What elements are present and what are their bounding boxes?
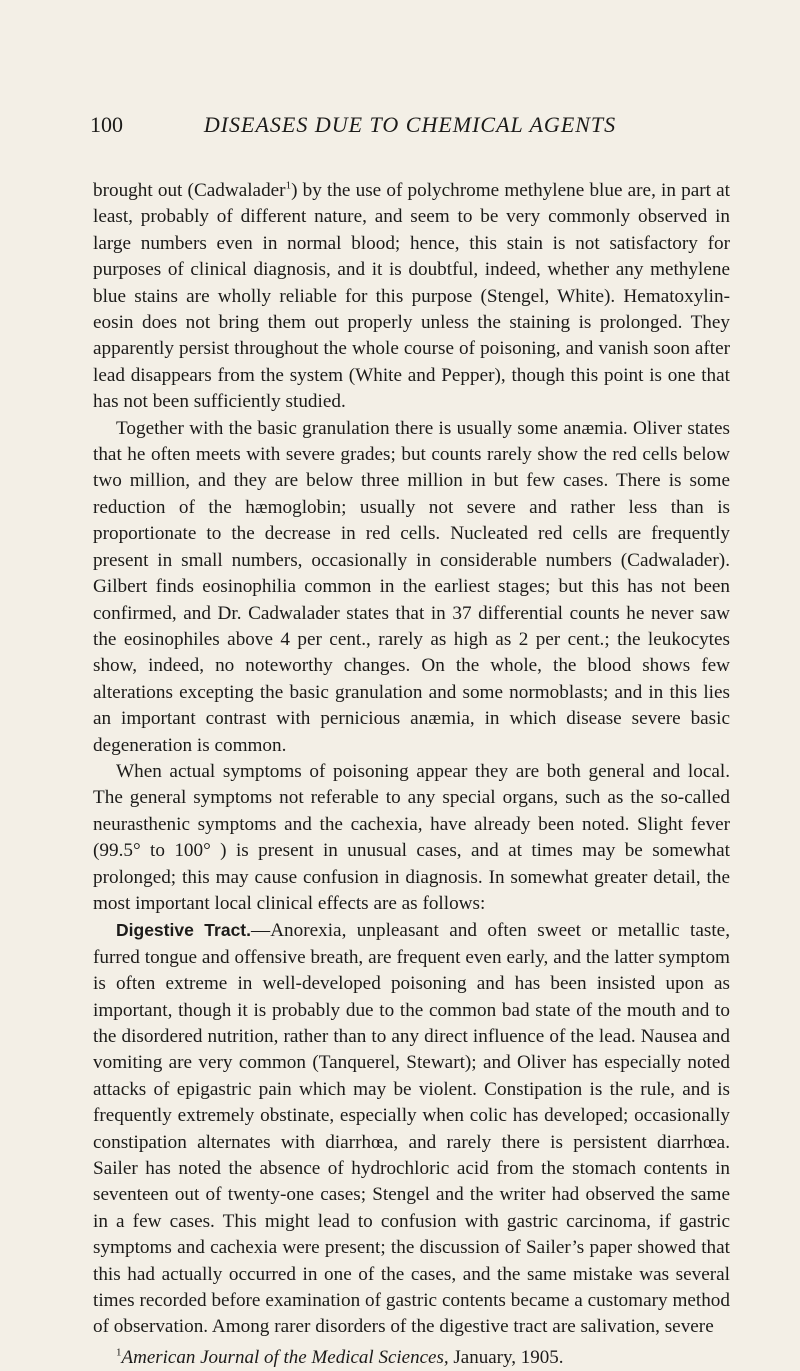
footnote — [93, 1345, 730, 1371]
footnote-marker: 1 — [116, 1346, 122, 1359]
section-heading-digestive-tract: Digestive Tract. — [116, 920, 251, 941]
paragraph-3: When actual symptoms of poisoning appear they are both general and local. The general symptoms not referable to any special organs, such as the so-called neurasthenic symptoms and the cachexia, have already been noted. Slight fever (99.5° to 100° ) is present in unusual cases, and at times may be somewhat prolonged; this may cause confusion in diagnosis. In somewhat greater detail, the most important local clinical effects are as follows: — [93, 760, 730, 914]
paragraph-1-rest: ) by the use of polychrome methylene blue are, in part at least, probably of different nature, and seem to be very commonly observed in large numbers even in normal blood; hence, this stain is not satisfactory for purposes of clinical diagnosis, and it is doubtful, indeed, whether any methylene blue stains are wholly reliable for this purpose (Stengel, White). Hematoxylin-eosin does not bring them out properly unless the staining is prolonged. They apparently persist throughout the whole course of poisoning, and vanish soon after lead disappears from the system (White and Pepper), though this point is one that has not been sufficiently studied. — [93, 180, 730, 413]
paragraph-4 — [93, 917, 730, 1341]
paragraph-1 — [93, 178, 730, 416]
running-title: DISEASES DUE TO CHEMICAL AGENTS — [203, 112, 617, 137]
page-body — [93, 178, 730, 1371]
footnote-reference: 1 — [285, 179, 292, 192]
page-number: 100 — [90, 112, 123, 137]
paragraph-1-start: brought out (Cadwalader — [93, 180, 286, 201]
footnote-journal: American Journal of the Medical Sciences, — [121, 1346, 449, 1368]
paragraph-4-text: —Anorexia, unpleasant and often sweet or metallic taste, furred tongue and offensive breath, are frequent even early, and the latter symptom is often extreme in well-developed poisoning and has been insisted upon as important, though it is probably due to the common bad state of the mouth and to the disordered nutrition, rather than to any direct influence of the lead. Nausea and vomiting are very common (Tanquerel, Stewart); and Oliver has especially noted attacks of epigastric pain which may be violent. Constipation is the rule, and is frequently extremely obstinate, especially when colic has developed; occasionally constipation alternates with diarrhœa, and rarely there is persistent diarrhœa. Sailer has noted the absence of hydrochloric acid from the stomach contents in seventeen out of twenty-one cases; Stengel and the writer had observed the same in a few cases. This might lead to confusion with gastric carcinoma, if gastric symptoms and cachexia were present; the discussion of Sailer’s paper showed that this had actually occurred in one of the cases, and the same mistake was several times recorded before examination of gastric contents became a customary method of observation. Among rarer disorders of the digestive tract are salivation, severe — [93, 920, 730, 1338]
paragraph-2: Together with the basic granulation there is usually some anæmia. Oliver states that he often meets with severe grades; but counts rarely show the red cells below two million, and they are below three million in but few cases. There is some reduction of the hæmoglobin; usually not severe and rather less than is proportionate to the decrease in red cells. Nucleated red cells are frequently present in small numbers, occasionally in considerable numbers (Cadwalader). Gilbert finds eosinophilia common in the earliest stages; but this has not been confirmed, and Dr. Cadwalader states that in 37 differential counts he never saw the eosinophiles above 4 per cent., rarely as high as 2 per cent.; the leukocytes show, indeed, no noteworthy changes. On the whole, the blood shows few alterations excepting the basic granulation and some normoblasts; and in this lies an important contrast with pernicious anæmia, in which disease severe basic degeneration is common. — [93, 417, 730, 756]
footnote-date: January, 1905. — [448, 1346, 564, 1368]
page-header — [90, 112, 730, 142]
